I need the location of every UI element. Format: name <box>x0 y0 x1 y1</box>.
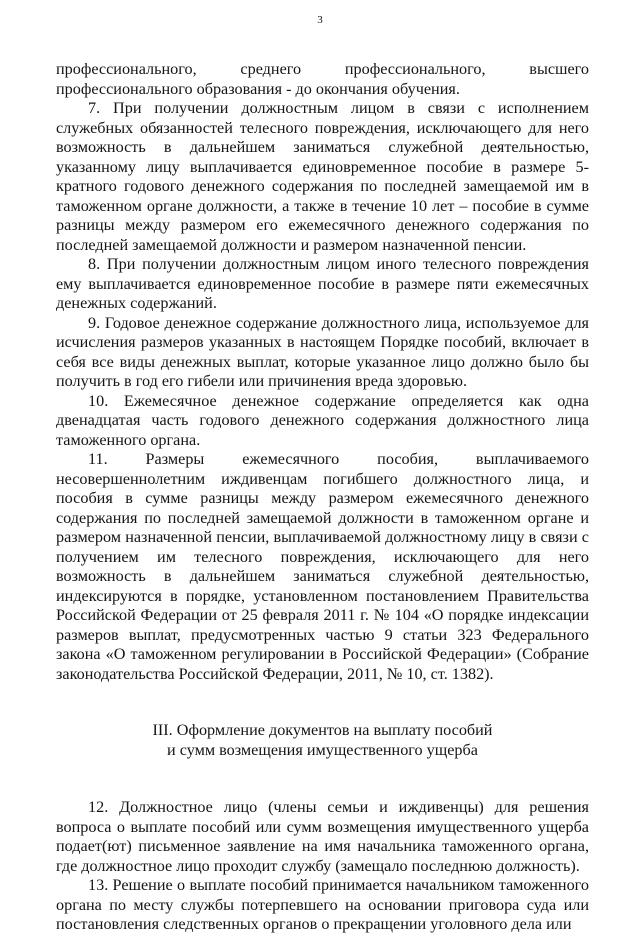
paragraph-item-7: 7. При получении должностным лицом в связи с исполнением служебных обязанностей телесного повреждения, исключающего для него возможность в дальнейшем заниматься служебной деятельностью, указанному лицу выплачивается единовременное пособие в размере 5-кратного годового денежного содержания по последней замещаемой им в таможенном органе должности, а также в течение 10 лет – пособие в сумме разницы между размером его ежемесячного денежного содержания по последней замещаемой должности и размером назначенной пенсии. <box>56 99 589 254</box>
paragraph-item-11: 11. Размеры ежемесячного пособия, выплачиваемого несовершеннолетним иждивенцам погибшего должностного лица, и пособия в сумме разницы между размером ежемесячного денежного содержания по последней замещаемой должности в таможенном органе и размером назначенной пенсии, выплачиваемой должностному лицу в связи с получением им телесного повреждения, исключающего для него возможность в дальнейшем заниматься служебной деятельностью, индексируются в порядке, установленном постановлением Правительства Российской Федерации от 25 февраля 2011 г. № 104 «О порядке индексации размеров выплат, предусмотренных частью 9 статьи 323 Федерального закона «О таможенном регулировании в Российской Федерации» (Собрание законодательства Российской Федерации, 2011, № 10, ст. 1382). <box>56 450 589 683</box>
paragraph-item-12: 12. Должностное лицо (члены семьи и иждивенцы) для решения вопроса о выплате пособий или сумм возмещения имущественного ущерба подает(ют) письменное заявление на имя начальника таможенного органа, где должностное лицо проходит службу (замещало последнюю должность). <box>56 798 589 875</box>
paragraph-continuation: профессионального, среднего профессионального, высшего профессионального образования - до окончания обучения. <box>56 60 589 98</box>
paragraph-item-10: 10. Ежемесячное денежное содержание определяется как одна двенадцатая часть годового денежного содержания должностного лица таможенного органа. <box>56 391 589 449</box>
paragraph-item-9: 9. Годовое денежное содержание должностного лица, используемое для исчисления размеров указанных в настоящем Порядке пособий, включает в себя все виды денежных выплат, которые указанное лицо должно было бы получить в год его гибели или причинения вреда здоровью. <box>56 313 589 390</box>
page-number: 3 <box>317 14 323 26</box>
spacer <box>56 760 589 798</box>
section-heading-line-2: и сумм возмещения имущественного ущерба <box>167 740 478 759</box>
spacer <box>56 684 589 721</box>
paragraph-item-13: 13. Решение о выплате пособий принимается начальником таможенного органа по месту службы потерпевшего на основании приговора суда или постановления следственных органов о прекращении уголовного дела или <box>56 876 589 933</box>
document-body <box>56 60 589 935</box>
paragraph-item-8: 8. При получении должностным лицом иного телесного повреждения ему выплачивается единовременное пособие в размере пяти ежемесячных денежных содержаний. <box>56 255 589 312</box>
section-heading-line-1: III. Оформление документов на выплату пособий <box>152 721 493 739</box>
